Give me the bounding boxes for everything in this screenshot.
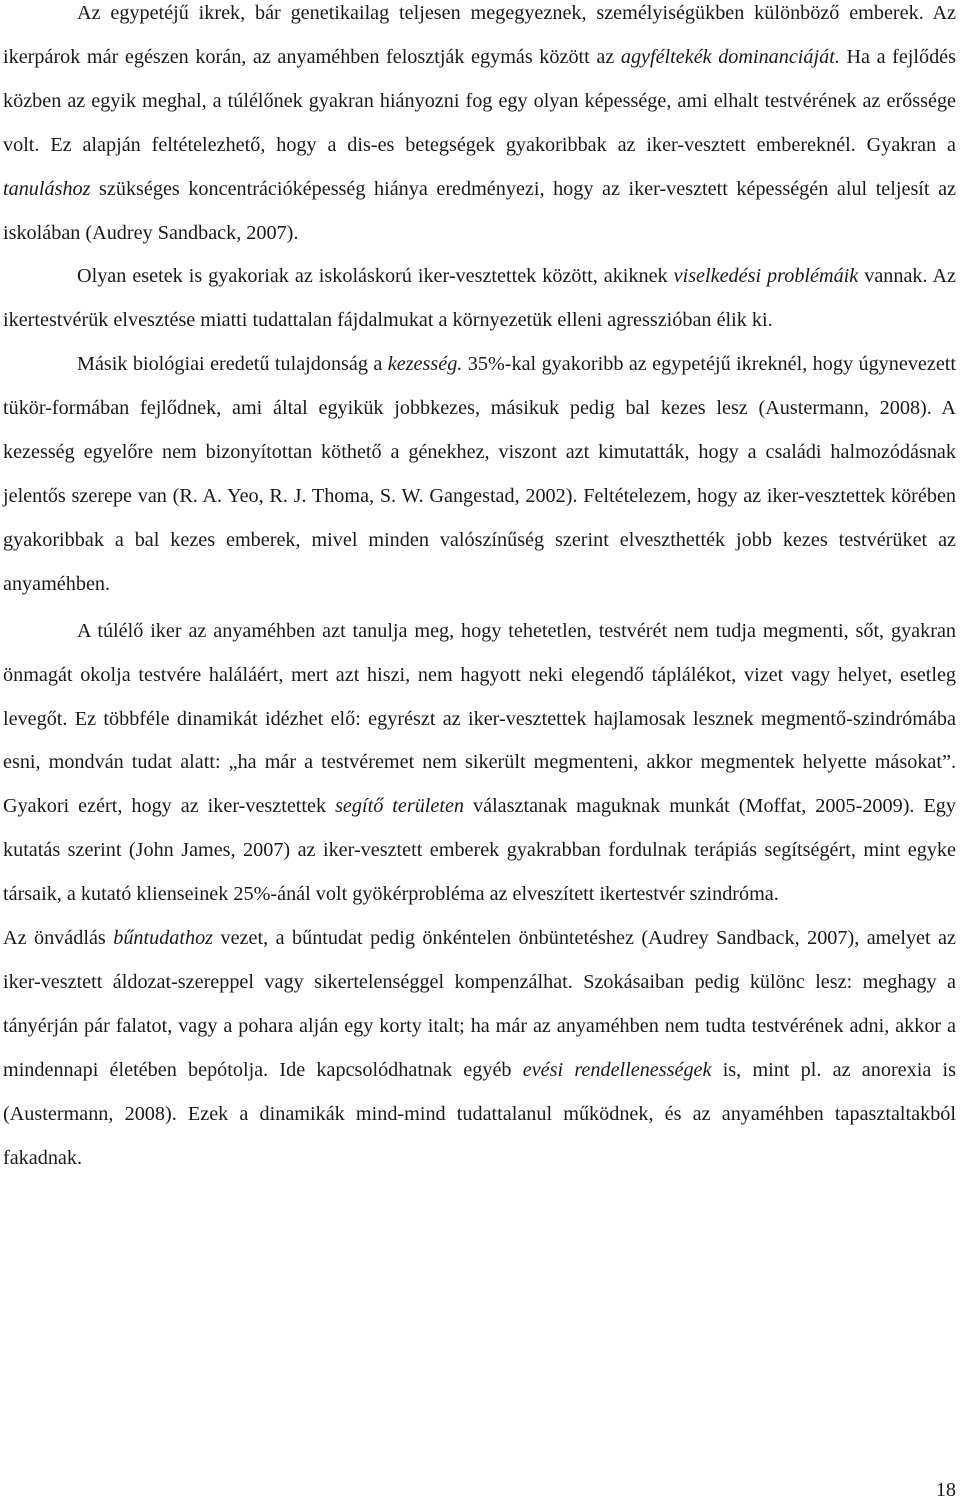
text-segment: A túlélő iker az anyaméhben azt tanulja meg, hogy tehetetlen, testvérét nem tudja megmenti, sőt, gyakran önmagát okolja testvére haláláért, mert azt hiszi, nem hagyott neki elegendő táplálékot, vizet vagy helyet, esetleg levegőt. Ez többféle dinamikát idézhet elő: egyrészt az iker-vesztettek hajlamosak lesznek megmentő-szindrómába esni, mondván tudat alatt: „ha már a testvéremet nem sikerült megmenteni, akkor megmentek helyette másokat”. Gyakori ezért, hogy az iker-vesztettek — [3, 619, 956, 818]
text-segment: Az egypetéjű ikrek, bár genetikailag teljesen megegyeznek, személyiségükben különböző emberek. Az ikerpárok már egészen korán, az anyaméhben felosztják egymás között az — [3, 2, 956, 68]
page-number: 18 — [935, 1479, 956, 1501]
text-segment: Ha a fejlődés közben az egyik meghal, a túlélőnek gyakran hiányozni fog egy olyan képessége, ami elhalt testvérének az erőssége volt. Ez alapján feltételezhető, hogy a dis-es betegségek gyakoribbak az iker-vesztett embereknél. Gyakran a — [3, 45, 957, 156]
paragraph-2 — [3, 255, 956, 343]
paragraph-5 — [3, 917, 956, 1180]
text-segment: vannak. Az ikertestvérük elvesztése miatti tudattalan fájdalmukat a környezetük elleni agresszióban élik ki. — [3, 265, 956, 332]
text-segment: is, mint pl. az anorexia is (Austermann, 2008). Ezek a dinamikák mind-mind tudattalanul működnek, és az anyaméhben tapasztaltakból fakadnak. — [3, 1058, 956, 1169]
paragraph-4 — [3, 610, 956, 917]
body-text — [3, 0, 956, 1180]
text-segment: Olyan esetek is gyakoriak az iskoláskorú iker-vesztettek között, akiknek — [77, 265, 674, 288]
text-segment: vezet, a bűntudat pedig önkéntelen önbüntetéshez (Audrey Sandback, 2007), amelyet az iker-vesztett áldozat-szereppel vagy sikertelenséggel kompenzálhat. Szokásaiban pedig különc lesz: meghagy a tányérján pár falatot, vagy a pohara alján egy korty italt; ha már az anyaméhben nem tudta testvérének adni, akkor a mindennapi életében bepótolja. Ide kapcsolódhatnak egyéb — [3, 927, 956, 1081]
italic-term: bűntudathoz — [113, 927, 214, 950]
text-segment: választanak maguknak munkát (Moffat, 2005-2009). Egy kutatás szerint (John James, 2007) az iker-vesztett emberek gyakrabban fordulnak terápiás segítségért, mint egyke társaik, a kutató klienseinek 25%-ánál volt gyökérprobléma az elveszített ikertestvér szindróma. — [3, 795, 956, 906]
italic-term: viselkedési problémáik — [673, 265, 859, 288]
italic-term: tanuláshoz — [3, 177, 91, 200]
italic-term: segítő területen — [335, 795, 465, 818]
paragraph-1 — [3, 0, 956, 255]
text-segment: Az önvádlás — [3, 927, 114, 950]
paragraph-3 — [3, 343, 956, 606]
italic-term: kezesség. — [387, 353, 463, 376]
text-segment: szükséges koncentrációképesség hiánya eredményezi, hogy az iker-vesztett képességén alul teljesít az iskolában (Audrey Sandback, 2007). — [3, 177, 956, 244]
text-segment: Másik biológiai eredetű tulajdonság a — [77, 353, 388, 376]
text-segment: 35%-kal gyakoribb az egypetéjű ikreknél, hogy úgynevezett tükör-formában fejlődnek, ami által egyikük jobbkezes, másikuk pedig bal kezes lesz (Austermann, 2008). A kezesség egyelőre nem bizonyítottan köthető a génekhez, viszont azt kimutatták, hogy a családi halmozódásnak jelentős szerepe van (R. A. Yeo, R. J. Thoma, S. W. Gangestad, 2002). Feltételezem, hogy az iker-vesztettek körében gyakoribbak a bal kezes emberek, mivel minden valószínűség szerint elveszthették jobb kezes testvérüket az anyaméhben. — [3, 353, 957, 595]
italic-term: agyféltekék dominanciáját. — [620, 45, 840, 68]
italic-term: evési rendellenességek — [522, 1058, 712, 1081]
